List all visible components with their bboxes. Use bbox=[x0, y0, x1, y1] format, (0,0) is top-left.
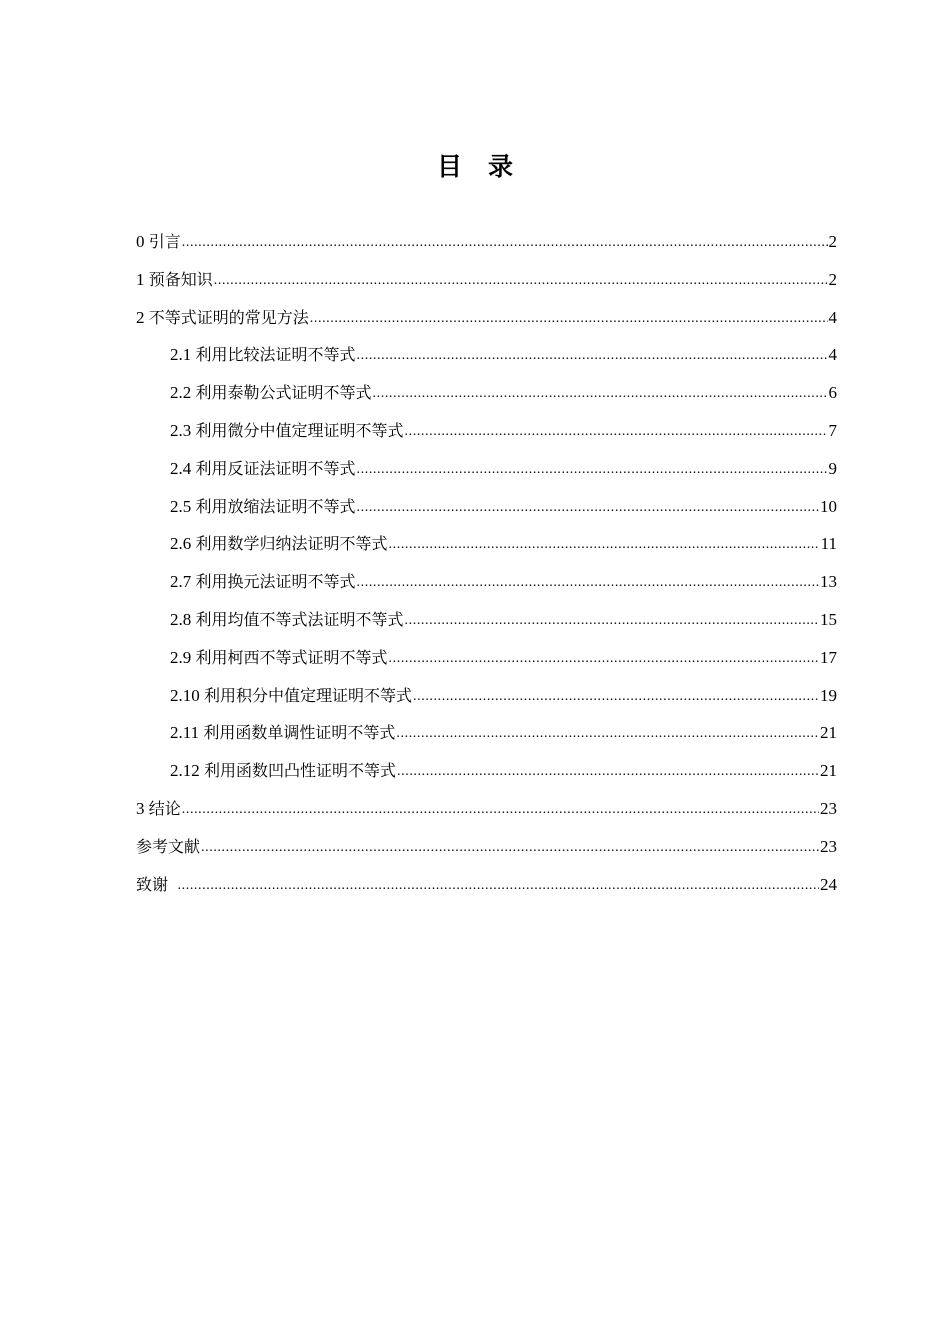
toc-entry-number: 2.6 bbox=[170, 534, 192, 554]
toc-entry-text: 利用柯西不等式证明不等式 bbox=[195, 647, 388, 667]
toc-entry-page: 13 bbox=[820, 572, 837, 592]
table-of-contents bbox=[136, 229, 837, 909]
toc-entry-label bbox=[136, 834, 200, 860]
dot-leader bbox=[310, 306, 828, 332]
toc-entry-number: 2.5 bbox=[170, 496, 192, 516]
toc-entry-acknowledgements[interactable] bbox=[136, 872, 837, 910]
toc-entry-2-2[interactable] bbox=[136, 380, 837, 418]
title-char-2: 录 bbox=[488, 152, 514, 181]
toc-entry-label bbox=[136, 229, 181, 255]
toc-entry-2-6[interactable] bbox=[136, 531, 837, 569]
toc-entry-label bbox=[136, 267, 213, 293]
toc-entry-page: 4 bbox=[828, 307, 837, 327]
toc-entry-number: 2.9 bbox=[170, 647, 192, 667]
dot-leader bbox=[389, 646, 819, 672]
dot-leader bbox=[396, 721, 819, 747]
toc-entry-number: 2 bbox=[136, 307, 145, 327]
toc-entry-number: 2.8 bbox=[170, 609, 192, 629]
toc-entry-label bbox=[170, 645, 388, 671]
toc-entry-page: 4 bbox=[828, 345, 837, 365]
title-char-1: 目 bbox=[436, 152, 462, 181]
toc-entry-label bbox=[170, 531, 388, 557]
toc-entry-page: 19 bbox=[820, 685, 837, 705]
toc-entry-text: 结论 bbox=[148, 798, 181, 818]
dot-leader bbox=[413, 684, 819, 710]
toc-entry-text: 利用函数凹凸性证明不等式 bbox=[204, 761, 397, 781]
toc-entry-2-12[interactable] bbox=[136, 758, 837, 796]
dot-leader bbox=[357, 343, 828, 369]
toc-entry-number: 2.2 bbox=[170, 383, 192, 403]
dot-leader bbox=[357, 570, 819, 596]
toc-entry-2-8[interactable] bbox=[136, 607, 837, 645]
toc-entry-page: 23 bbox=[820, 798, 837, 818]
toc-entry-text: 利用放缩法证明不等式 bbox=[195, 496, 356, 516]
dot-leader bbox=[182, 230, 828, 256]
toc-entry-text: 利用微分中值定理证明不等式 bbox=[195, 420, 404, 440]
toc-entry-text: 引言 bbox=[148, 232, 181, 251]
toc-entry-number: 2.1 bbox=[170, 345, 192, 365]
toc-entry-number: 2.12 bbox=[170, 761, 200, 781]
toc-entry-text: 不等式证明的常见方法 bbox=[148, 307, 309, 327]
toc-entry-text: 利用数学归纳法证明不等式 bbox=[195, 534, 388, 554]
toc-entry-text: 预备知识 bbox=[148, 269, 213, 289]
toc-entry-page: 2 bbox=[828, 269, 837, 289]
toc-entry-text: 参考文献 bbox=[136, 836, 201, 856]
dot-leader bbox=[357, 457, 828, 483]
dot-leader bbox=[405, 608, 819, 634]
page-title bbox=[0, 147, 950, 183]
toc-entry-intro[interactable] bbox=[136, 229, 837, 267]
toc-entry-page: 21 bbox=[820, 723, 837, 743]
toc-entry-page: 2 bbox=[828, 232, 837, 251]
toc-entry-page: 11 bbox=[820, 534, 837, 554]
toc-entry-page: 21 bbox=[820, 761, 837, 781]
toc-entry-label bbox=[170, 569, 356, 595]
dot-leader bbox=[373, 381, 828, 407]
toc-entry-label bbox=[136, 872, 177, 898]
toc-entry-2-4[interactable] bbox=[136, 456, 837, 494]
toc-entry-label bbox=[136, 796, 181, 822]
toc-entry-2-3[interactable] bbox=[136, 418, 837, 456]
toc-entry-text: 利用反证法证明不等式 bbox=[195, 458, 356, 478]
toc-entry-page: 23 bbox=[820, 836, 837, 856]
toc-entry-label bbox=[170, 456, 356, 482]
toc-entry-text: 利用积分中值定理证明不等式 bbox=[204, 685, 413, 705]
toc-entry-number: 2.4 bbox=[170, 458, 192, 478]
toc-entry-2-9[interactable] bbox=[136, 645, 837, 683]
toc-entry-number: 0 bbox=[136, 232, 145, 251]
toc-entry-text: 致谢 bbox=[136, 874, 169, 894]
toc-entry-number: 2.10 bbox=[170, 685, 200, 705]
toc-entry-references[interactable] bbox=[136, 834, 837, 872]
toc-entry-text: 利用泰勒公式证明不等式 bbox=[195, 383, 372, 403]
dot-leader bbox=[397, 759, 819, 785]
toc-entry-number: 3 bbox=[136, 798, 145, 818]
dot-leader bbox=[389, 532, 820, 558]
toc-entry-text: 利用换元法证明不等式 bbox=[195, 572, 356, 592]
toc-entry-number: 2.11 bbox=[170, 723, 200, 743]
toc-entry-label bbox=[170, 342, 356, 368]
toc-entry-page: 6 bbox=[828, 383, 837, 403]
toc-entry-label bbox=[170, 494, 356, 520]
toc-entry-label bbox=[170, 607, 404, 633]
toc-entry-2-5[interactable] bbox=[136, 494, 837, 532]
toc-entry-page: 15 bbox=[820, 609, 837, 629]
dot-leader bbox=[201, 835, 819, 861]
toc-entry-page: 7 bbox=[828, 420, 837, 440]
toc-entry-text: 利用函数单调性证明不等式 bbox=[203, 723, 396, 743]
toc-entry-number: 2.7 bbox=[170, 572, 192, 592]
toc-entry-conclusion[interactable] bbox=[136, 796, 837, 834]
toc-entry-number: 1 bbox=[136, 269, 145, 289]
toc-entry-label bbox=[170, 720, 395, 746]
toc-entry-page: 17 bbox=[820, 647, 837, 667]
toc-entry-2-11[interactable] bbox=[136, 720, 837, 758]
toc-entry-page: 24 bbox=[820, 874, 837, 894]
dot-leader bbox=[214, 268, 828, 294]
toc-entry-label bbox=[170, 380, 372, 406]
toc-entry-text: 利用均值不等式法证明不等式 bbox=[195, 609, 404, 629]
toc-entry-preliminaries[interactable] bbox=[136, 267, 837, 305]
toc-entry-page: 10 bbox=[820, 496, 837, 516]
toc-entry-label bbox=[136, 305, 309, 331]
toc-entry-number: 2.3 bbox=[170, 420, 192, 440]
toc-entry-label bbox=[170, 418, 404, 444]
dot-leader bbox=[357, 495, 819, 521]
toc-entry-label bbox=[170, 758, 396, 784]
dot-leader bbox=[182, 797, 819, 823]
dot-leader bbox=[405, 419, 828, 445]
toc-entry-2-1[interactable] bbox=[136, 342, 837, 380]
toc-entry-text: 利用比较法证明不等式 bbox=[195, 345, 356, 365]
toc-entry-methods[interactable] bbox=[136, 305, 837, 343]
toc-entry-2-10[interactable] bbox=[136, 683, 837, 721]
toc-entry-2-7[interactable] bbox=[136, 569, 837, 607]
dot-leader bbox=[178, 873, 819, 899]
toc-entry-page: 9 bbox=[828, 458, 837, 478]
toc-entry-label bbox=[170, 683, 412, 709]
